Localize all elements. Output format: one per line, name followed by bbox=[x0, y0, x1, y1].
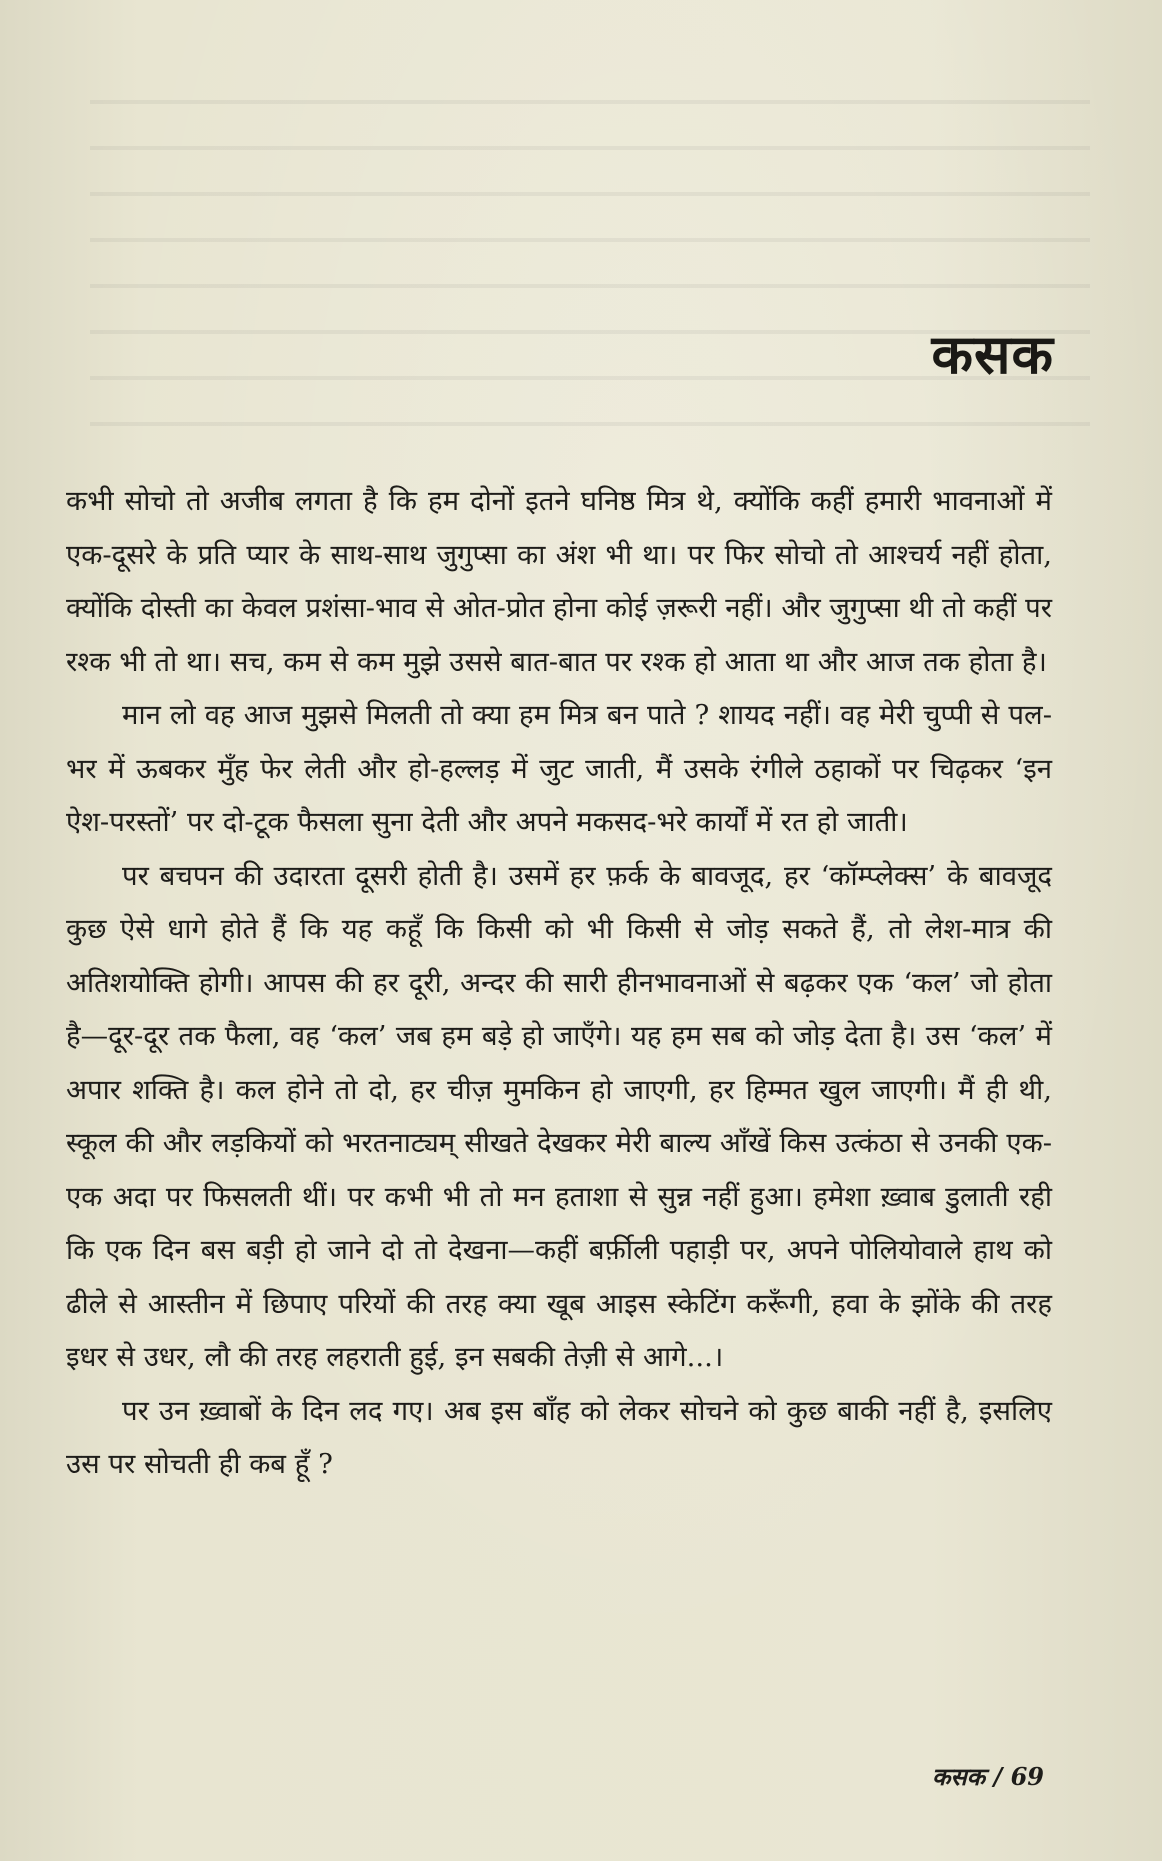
paragraph-4: पर उन ख़्वाबों के दिन लद गए। अब इस बाँह को लेकर सोचने को कुछ बाकी नहीं है, इसलिए उस पर सोचती ही कब हूँ ? bbox=[66, 1394, 1052, 1480]
running-title: कसक bbox=[932, 1762, 986, 1791]
page-number: 69 bbox=[1010, 1762, 1044, 1791]
folio-separator: / bbox=[985, 1762, 1011, 1791]
chapter-title: कसक bbox=[931, 323, 1054, 386]
paragraph-2: मान लो वह आज मुझसे मिलती तो क्या हम मित्र बन पाते ? शायद नहीं। वह मेरी चुप्पी से पल-भर में ऊबकर मुँह फेर लेती और हो-हल्लड़ में जुट जाती, मैं उसके रंगीले ठहाकों पर चिढ़कर ‘इन ऐश-परस्तों’ पर दो-टूक फैसला सुना देती और अपने मकसद-भरे कार्यों में रत हो जाती। bbox=[66, 699, 1052, 838]
body-text bbox=[66, 475, 1052, 1492]
paragraph-1: कभी सोचो तो अजीब लगता है कि हम दोनों इतने घनिष्ठ मित्र थे, क्योंकि कहीं हमारी भावनाओं में एक-दूसरे के प्रति प्यार के साथ-साथ जुगुप्सा का अंश भी था। पर फिर सोचो तो आश्चर्य नहीं होता, क्योंकि दोस्ती का केवल प्रशंसा-भाव से ओत-प्रोत होना कोई ज़रूरी नहीं। और जुगुप्सा थी तो कहीं पर रश्क भी तो था। सच, कम से कम मुझे उससे बात-बात पर रश्क हो आता था और आज तक होता है। bbox=[66, 485, 1052, 678]
bleed-through-text bbox=[90, 70, 1090, 450]
page-footer bbox=[932, 1760, 1044, 1793]
paragraph-3: पर बचपन की उदारता दूसरी होती है। उसमें हर फ़र्क के बावजूद, हर ‘कॉम्प्लेक्स’ के बावजूद कुछ ऐसे धागे होते हैं कि यह कहूँ कि किसी को भी किसी से जोड़ सकते हैं, तो लेश-मात्र की अतिशयोक्ति होगी। आपस की हर दूरी, अन्दर की सारी हीनभावनाओं से बढ़कर एक ‘कल’ जो होता है—दूर-दूर तक फैला, वह ‘कल’ जब हम बड़े हो जाएँगे। यह हम सब को जोड़ देता है। उस ‘कल’ में अपार शक्ति है। कल होने तो दो, हर चीज़ मुमकिन हो जाएगी, हर हिम्मत खुल जाएगी। मैं ही थी, स्कूल की और लड़कियों को भरतनाट्यम् सीखते देखकर मेरी बाल्य आँखें किस उत्कंठा से उनकी एक-एक अदा पर फिसलती थीं। पर कभी भी तो मन हताशा से सुन्न नहीं हुआ। हमेशा ख़्वाब डुलाती रही कि एक दिन बस बड़ी हो जाने दो तो देखना—कहीं बर्फ़ीली पहाड़ी पर, अपने पोलियोवाले हाथ को ढीले से आस्तीन में छिपाए परियों की तरह क्या खूब आइस स्केटिंग करूँगी, हवा के झोंके की तरह इधर से उधर, लौ की तरह लहराती हुई, इन सबकी तेज़ी से आगे...। bbox=[66, 859, 1052, 1373]
